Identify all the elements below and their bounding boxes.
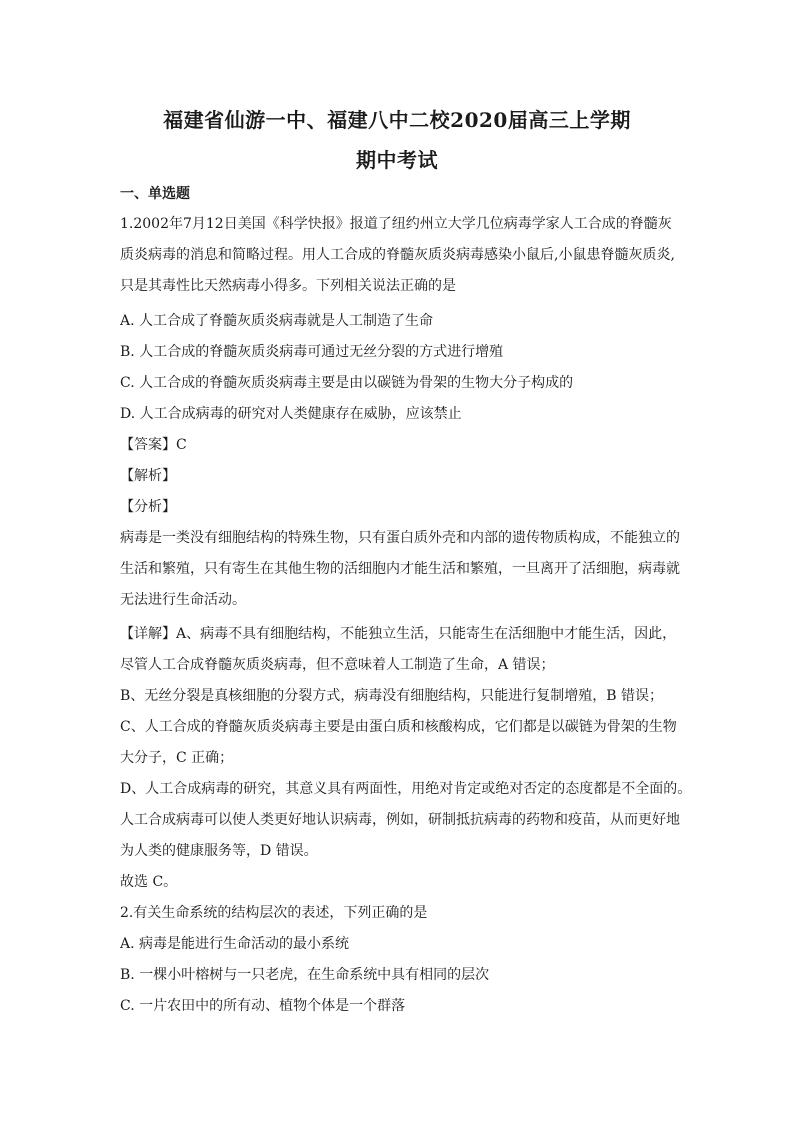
section-heading: 一、单选题	[120, 186, 190, 202]
q1-option-c: C. 人工合成的脊髓灰质炎病毒主要是由以碳链为骨架的生物大分子构成的	[120, 375, 574, 391]
q1-detail-line-3: B、无丝分裂是真核细胞的分裂方式，病毒没有细胞结构，只能进行复制增殖，B 错误；	[120, 688, 664, 704]
q1-analysis-line-1: 病毒是一类没有细胞结构的特殊生物，只有蛋白质外壳和内部的遗传物质构成，不能独立的	[120, 530, 680, 546]
q2-stem: 2.有关生命系统的结构层次的表述，下列正确的是	[120, 905, 428, 921]
q1-fenxi-label: 【分析】	[120, 499, 176, 515]
q1-detail-line-1: 【详解】A、病毒不具有细胞结构，不能独立生活，只能寄生在活细胞中才能生活，因此，	[120, 626, 677, 642]
q1-detail-line-7: 人工合成病毒可以使人类更好地认识病毒，例如，研制抵抗病毒的药物和疫苗，从而更好地	[120, 812, 680, 828]
q1-stem-line-2: 质炎病毒的消息和简略过程。用人工合成的脊髓灰质炎病毒感染小鼠后,小鼠患脊髓灰质炎,	[120, 247, 675, 263]
document-subtitle: 期中考试	[356, 148, 438, 172]
q1-option-b: B. 人工合成的脊髓灰质炎病毒可通过无丝分裂的方式进行增殖	[120, 344, 504, 360]
q1-jiexi-label: 【解析】	[120, 468, 176, 484]
q1-detail-line-4: C、人工合成的脊髓灰质炎病毒主要是由蛋白质和核酸构成，它们都是以碳链为骨架的生物	[120, 719, 677, 735]
q1-stem-line-1: 1.2002年7月12日美国《科学快报》报道了纽约州立大学几位病毒学家人工合成的脊髓灰	[120, 216, 672, 232]
q1-detail-line-6: D、人工合成病毒的研究，其意义具有两面性，用绝对肯定或绝对否定的态度都是不全面的。	[120, 781, 692, 797]
q1-detail-line-2: 尽管人工合成脊髓灰质炎病毒，但不意味着人工制造了生命，A 错误；	[120, 657, 555, 673]
q1-analysis-line-2: 生活和繁殖，只有寄生在其他生物的活细胞内才能生活和繁殖，一旦离开了活细胞，病毒就	[120, 561, 680, 577]
q1-conclusion: 故选 C。	[120, 874, 178, 890]
q1-option-d: D. 人工合成病毒的研究对人类健康存在威胁，应该禁止	[120, 406, 462, 422]
document-title: 福建省仙游一中、福建八中二校2020届高三上学期	[163, 108, 631, 132]
q2-option-c: C. 一片农田中的所有动、植物个体是一个群落	[120, 998, 406, 1014]
q1-detail-line-8: 为人类的健康服务等，D 错误。	[120, 843, 318, 859]
q1-detail-line-5: 大分子，C 正确；	[120, 750, 234, 766]
q1-stem-line-3: 只是其毒性比天然病毒小得多。下列相关说法正确的是	[120, 278, 456, 294]
q1-option-a: A. 人工合成了脊髓灰质炎病毒就是人工制造了生命	[120, 313, 434, 329]
q1-analysis-line-3: 无法进行生命活动。	[120, 592, 246, 608]
q2-option-b: B. 一棵小叶榕树与一只老虎，在生命系统中具有相同的层次	[120, 967, 490, 983]
q2-option-a: A. 病毒是能进行生命活动的最小系统	[120, 936, 350, 952]
q1-answer: 【答案】C	[120, 437, 187, 453]
